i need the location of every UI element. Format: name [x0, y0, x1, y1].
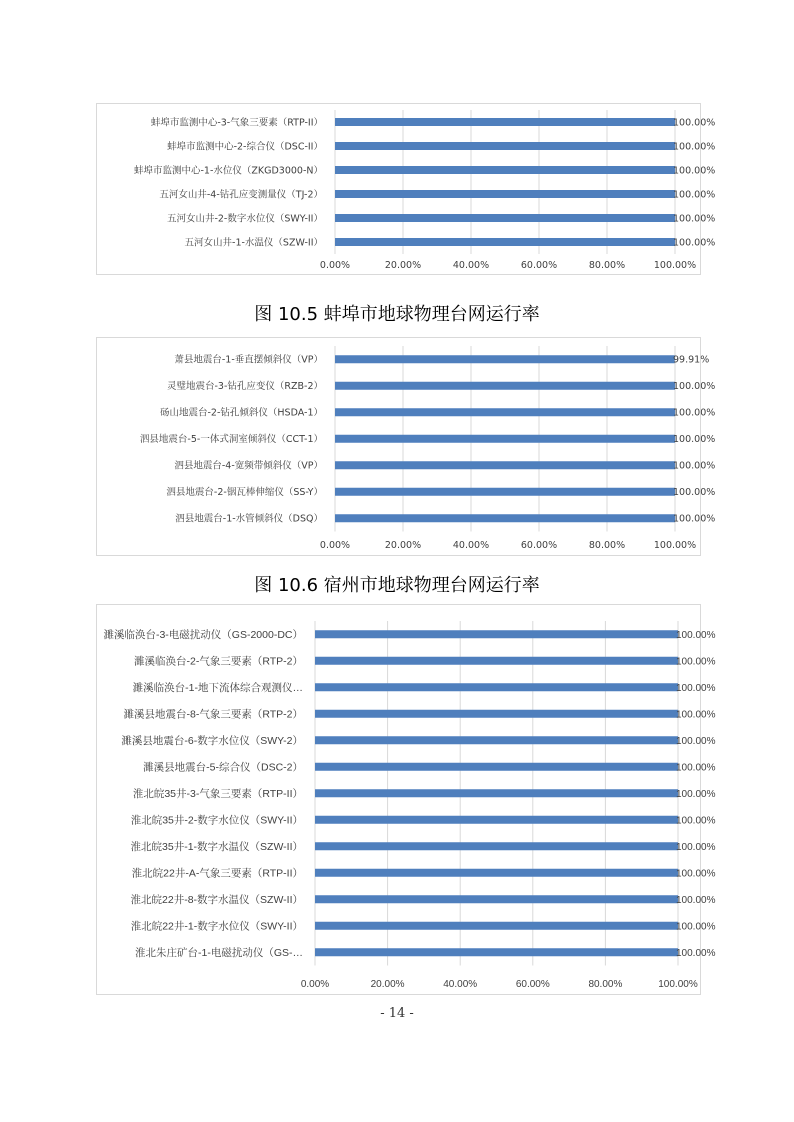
category-label: 淮北皖35井-2-数字水位仪（SWY-II）	[130, 814, 303, 827]
category-label: 蚌埠市监测中心-1-水位仪（ZKGD3000-N）	[133, 165, 323, 177]
chart-huaibei	[96, 604, 716, 995]
category-label: 濉溪临涣台-3-电磁扰动仪（GS-2000-DC）	[103, 629, 303, 642]
bar	[335, 488, 675, 496]
data-label: 100.00%	[673, 237, 716, 249]
data-label: 100.00%	[676, 947, 716, 959]
bar	[315, 630, 678, 638]
category-label: 萧县地震台-1-垂直摆倾斜仪（VP）	[174, 354, 323, 366]
category-label: 泗县地震台-2-铟瓦棒伸缩仪（SS-Y）	[166, 487, 323, 499]
data-label: 100.00%	[676, 682, 716, 694]
x-tick-label: 0.00%	[319, 260, 351, 271]
category-label: 灵璧地震台-3-钻孔应变仪（RZB-2）	[167, 381, 323, 393]
bar	[335, 514, 675, 522]
bar	[315, 922, 678, 930]
category-label: 砀山地震台-2-钻孔倾斜仪（HSDA-1）	[160, 407, 323, 419]
x-tick-label: 80.00%	[588, 979, 623, 990]
data-label: 100.00%	[673, 460, 716, 472]
x-tick-label: 20.00%	[384, 260, 422, 271]
x-tick-label: 60.00%	[520, 540, 558, 551]
category-label: 五河女山井-2-数字水位仪（SWY-II）	[166, 213, 323, 225]
bar	[335, 142, 675, 150]
caption-fig-10-5: 图 10.5 蚌埠市地球物理台网运行率	[254, 304, 540, 325]
bar	[315, 657, 678, 665]
x-tick-label: 0.00%	[300, 979, 330, 990]
data-label: 100.00%	[673, 117, 716, 129]
data-label: 100.00%	[673, 407, 716, 419]
chart-bengbu-plot	[97, 104, 716, 274]
chart-suzhou-plot	[97, 338, 716, 555]
x-tick-label: 40.00%	[443, 979, 478, 990]
data-label: 100.00%	[673, 381, 716, 393]
bar	[315, 842, 678, 850]
bar	[315, 895, 678, 903]
bar	[315, 710, 678, 718]
data-label: 100.00%	[673, 513, 716, 525]
x-tick-label: 60.00%	[515, 979, 550, 990]
x-tick-label: 20.00%	[384, 540, 422, 551]
data-label: 100.00%	[676, 788, 716, 800]
data-label: 100.00%	[673, 141, 716, 153]
category-label: 淮北皖22井-8-数字水温仪（SZW-II）	[130, 894, 303, 907]
data-label: 100.00%	[676, 709, 716, 721]
data-label: 100.00%	[676, 815, 716, 827]
x-tick-label: 60.00%	[520, 260, 558, 271]
category-label: 濉溪临涣台-1-地下流体综合观测仪…	[132, 682, 303, 695]
bar	[315, 763, 678, 771]
bar	[315, 683, 678, 691]
data-label: 100.00%	[673, 487, 716, 499]
category-label: 泗县地震台-1-水管倾斜仪（DSQ）	[175, 513, 323, 525]
chart-suzhou	[96, 337, 716, 556]
page-number: - 14 -	[380, 1006, 414, 1021]
data-label: 100.00%	[676, 735, 716, 747]
bar	[335, 435, 675, 443]
x-tick-label: 80.00%	[588, 540, 626, 551]
data-label: 100.00%	[676, 921, 716, 933]
bar	[335, 355, 675, 363]
category-label: 濉溪县地震台-6-数字水位仪（SWY-2）	[121, 735, 303, 748]
data-label: 100.00%	[676, 894, 716, 906]
category-label: 濉溪县地震台-8-气象三要素（RTP-2）	[123, 708, 303, 721]
bar	[335, 166, 675, 174]
data-label: 100.00%	[676, 762, 716, 774]
category-label: 五河女山井-1-水温仪（SZW-II）	[184, 237, 323, 249]
category-label: 泗县地震台-4-宽频带倾斜仪（VP）	[174, 460, 323, 472]
x-tick-label: 80.00%	[588, 260, 626, 271]
bar	[335, 190, 675, 198]
category-label: 淮北皖22井-A-气象三要素（RTP-II）	[131, 867, 303, 880]
bar	[315, 789, 678, 797]
x-tick-label: 40.00%	[452, 540, 490, 551]
data-label: 100.00%	[676, 868, 716, 880]
x-tick-label: 20.00%	[370, 979, 405, 990]
data-label: 99.91%	[673, 354, 710, 366]
bar	[315, 869, 678, 877]
x-tick-label: 100.00%	[653, 260, 697, 271]
bar	[335, 382, 675, 390]
bar	[335, 461, 675, 469]
x-tick-label: 40.00%	[452, 260, 490, 271]
category-label: 濉溪县地震台-5-综合仪（DSC-2）	[143, 761, 303, 774]
caption-fig-10-6: 图 10.6 宿州市地球物理台网运行率	[254, 575, 540, 596]
bar	[335, 118, 675, 126]
category-label: 五河女山井-4-钻孔应变测量仪（TJ-2）	[159, 189, 323, 201]
category-label: 泗县地震台-5-一体式洞室倾斜仪（CCT-1）	[139, 434, 323, 446]
data-label: 100.00%	[673, 434, 716, 446]
category-label: 蚌埠市监测中心-3-气象三要素（RTP-II）	[150, 117, 323, 129]
category-label: 淮北朱庄矿台-1-电磁扰动仪（GS-…	[135, 947, 303, 960]
data-label: 100.00%	[673, 189, 716, 201]
data-label: 100.00%	[676, 629, 716, 641]
bar	[335, 408, 675, 416]
x-tick-label: 100.00%	[658, 979, 698, 990]
bar	[335, 214, 675, 222]
category-label: 淮北皖35井-1-数字水温仪（SZW-II）	[130, 841, 303, 854]
x-tick-label: 100.00%	[653, 540, 697, 551]
bar	[335, 238, 675, 246]
chart-huaibei-plot	[97, 605, 716, 994]
data-label: 100.00%	[673, 165, 716, 177]
category-label: 淮北皖22井-1-数字水位仪（SWY-II）	[130, 920, 303, 933]
chart-bengbu	[96, 103, 716, 275]
data-label: 100.00%	[676, 656, 716, 668]
data-label: 100.00%	[673, 213, 716, 225]
category-label: 蚌埠市监测中心-2-综合仪（DSC-II）	[167, 141, 323, 153]
bar	[315, 736, 678, 744]
bar	[315, 948, 678, 956]
bar	[315, 816, 678, 824]
data-label: 100.00%	[676, 841, 716, 853]
category-label: 濉溪临涣台-2-气象三要素（RTP-2）	[134, 655, 303, 668]
x-tick-label: 0.00%	[319, 540, 351, 551]
category-label: 淮北皖35井-3-气象三要素（RTP-II）	[132, 788, 303, 801]
